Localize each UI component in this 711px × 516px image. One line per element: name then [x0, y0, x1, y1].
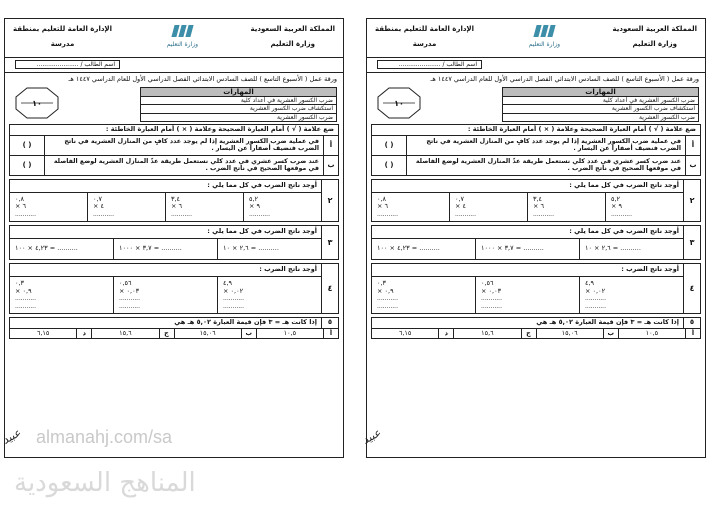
answer-line: ........... — [249, 211, 270, 219]
multiplier: × ٠,٠٣ — [481, 286, 502, 295]
q3-instruction: أوجد ناتج الضرب في كل مما يلي : — [10, 226, 321, 239]
question-5 — [371, 317, 701, 340]
q2-cell[interactable] — [10, 193, 87, 222]
operand: ٠,٣ — [15, 278, 25, 287]
operand: ٤,٩ — [585, 278, 595, 287]
answer-line: ........... — [455, 211, 476, 219]
worksheet-right — [366, 18, 706, 458]
q1-item — [372, 136, 700, 156]
option-key: ب — [603, 329, 618, 339]
answer-line: ........... — [481, 295, 502, 303]
q1-item-label: أ — [685, 136, 700, 155]
question-1 — [9, 124, 339, 176]
skills-area — [5, 87, 343, 121]
operand: ٠,٥٦ — [119, 278, 132, 287]
answer-line: ........... — [585, 295, 606, 303]
question-1 — [371, 124, 701, 176]
multiplier: × ٦ — [533, 202, 545, 211]
option-key: أ — [323, 329, 338, 339]
q2-number: ٢ — [321, 180, 338, 222]
directorate-label: الإدارة العامة للتعليم بمنطقة — [375, 25, 475, 33]
question-4 — [9, 263, 339, 314]
q4-cell[interactable] — [10, 277, 113, 313]
answer-line: ........... — [93, 211, 114, 219]
header-right — [613, 25, 697, 56]
answer-line: ........... — [377, 211, 398, 219]
school-label: مدرسة — [412, 40, 437, 49]
q2-cell[interactable] — [372, 193, 449, 222]
multiplier: × ٦ — [171, 202, 183, 211]
q4-cell[interactable] — [579, 277, 683, 313]
logo-icon — [169, 25, 195, 39]
q1-item-label: أ — [323, 136, 338, 155]
answer-line: ........... — [481, 302, 502, 310]
score-total: ١٠ — [32, 98, 42, 108]
q3-number: ٣ — [683, 226, 700, 259]
q3-instruction: أوجد ناتج الضرب في كل مما يلي : — [372, 226, 683, 239]
operand: ٥,٢ — [611, 194, 621, 203]
q3-cell[interactable]: ٢,٦ × ١٠ = .......... — [579, 239, 683, 259]
student-name-field[interactable]: اسم الطالب / ...................... — [15, 60, 120, 69]
multiplier: × ٠,٠٢ — [223, 286, 244, 295]
answer-line: ........... — [533, 211, 554, 219]
q1-item-label: ب — [685, 156, 700, 175]
answer-line: ........... — [119, 302, 140, 310]
answer-line: ........... — [585, 302, 606, 310]
option-value[interactable]: ٦,١٥ — [398, 328, 412, 337]
answer-parentheses[interactable]: ( ) — [372, 156, 407, 175]
option-value[interactable]: ١٠,٥ — [618, 329, 685, 339]
q1-item-text: في عملية ضرب الكسور العشرية إذا لم يوجد عدد كافٍ من المنازل العشرية في ناتج الضرب فنضيف أصفاراً عن اليسار . — [64, 137, 319, 153]
answer-line: ........... — [223, 302, 244, 310]
student-name-field[interactable]: اسم الطالب / ...................... — [377, 60, 482, 69]
multiplier: × ٠,٠٢ — [585, 286, 606, 295]
skill-item: استكشاف ضرب الكسور العشرية — [141, 105, 336, 113]
q3-cell[interactable]: ٤,٢٣ × ١٠٠ = .......... — [15, 244, 78, 253]
ministry-label: وزارة التعليم — [632, 40, 677, 49]
multiplier: × ٠,٩ — [15, 286, 32, 295]
watermark-url: almanahj.com/sa — [36, 427, 173, 447]
q4-number: ٤ — [321, 264, 338, 313]
header-left — [375, 25, 474, 56]
question-2 — [9, 179, 339, 223]
q3-cell[interactable]: ٢,٦ × ١٠ = .......... — [217, 239, 321, 259]
score-total: ١٠ — [394, 98, 404, 108]
watermark-arabic: المناهج السعودية — [14, 468, 196, 498]
logo-text: وزارة التعليم — [166, 41, 198, 48]
option-key: د — [76, 329, 91, 339]
answer-line: ........... — [15, 211, 36, 219]
name-row — [5, 58, 343, 73]
option-value[interactable]: ١٥,٦ — [91, 329, 158, 339]
q5-text: إذا كانت هـ = ٣ فإن قيمة العبارة ٥,٠٢ هـ هي — [174, 317, 317, 326]
q3-number: ٣ — [321, 226, 338, 259]
multiplier: × ٠,٩ — [377, 286, 394, 295]
answer-line: ........... — [377, 302, 398, 310]
q4-cell[interactable] — [475, 277, 579, 313]
q2-cell[interactable] — [243, 193, 321, 222]
operand: ٥,٢ — [249, 194, 259, 203]
header-right — [251, 25, 335, 56]
worksheet-title: ورقة عمل ( الأسبوع التاسع ) للصف السادس الابتدائي الفصل الدراسي الأول للعام الدراسي ١٤٤٧ هـ — [430, 75, 699, 83]
skills-title: المهارات — [503, 88, 698, 97]
header-left — [13, 25, 112, 56]
q2-instruction: أوجد ناتج الضرب في كل مما يلي : — [10, 180, 321, 193]
operand: ٤,٩ — [223, 278, 233, 287]
option-value[interactable]: ١٥,٠٦ — [174, 329, 241, 339]
answer-line: ........... — [119, 295, 140, 303]
q3-cell[interactable]: ٣,٧ × ١٠٠٠ = .......... — [475, 239, 579, 259]
kingdom-label: المملكة العربية السعودية — [250, 25, 335, 33]
q5-options — [372, 329, 700, 339]
skills-area — [367, 87, 705, 121]
q4-cell[interactable] — [113, 277, 217, 313]
q1-instruction: ضع علامة ( √ ) أمام العبارة الصحيحة وعلامة ( × ) أمام العبارة الخاطئة : — [372, 125, 700, 136]
name-row — [367, 58, 705, 73]
option-value[interactable]: ١٥,٦ — [453, 329, 520, 339]
q4-cell[interactable] — [372, 277, 475, 313]
question-5 — [9, 317, 339, 340]
q3-cell[interactable]: ٣,٧ × ١٠٠٠ = .......... — [113, 239, 217, 259]
school-label: مدرسة — [50, 40, 75, 49]
q1-item-text: في عملية ضرب الكسور العشرية إذا لم يوجد عدد كافٍ من المنازل العشرية في ناتج الضرب فنضيف أصفاراً عن اليسار . — [426, 137, 681, 153]
question-4 — [371, 263, 701, 314]
question-3 — [371, 225, 701, 260]
logo-icon — [531, 25, 557, 39]
multiplier: × ٦ — [15, 202, 27, 211]
answer-line: ........... — [223, 295, 244, 303]
q2-instruction: أوجد ناتج الضرب في كل مما يلي : — [372, 180, 683, 193]
directorate-label: الإدارة العامة للتعليم بمنطقة — [13, 25, 113, 33]
operand: ٠,٨ — [377, 194, 387, 203]
ministry-label: وزارة التعليم — [270, 40, 315, 49]
option-value[interactable]: ١٠,٥ — [256, 329, 323, 339]
answer-line: ........... — [377, 295, 398, 303]
multiplier: × ٤ — [93, 202, 105, 211]
q1-instruction: ضع علامة ( √ ) أمام العبارة الصحيحة وعلامة ( × ) أمام العبارة الخاطئة : — [10, 125, 338, 136]
operand: ٠,٧ — [455, 194, 465, 203]
answer-line: ........... — [15, 295, 36, 303]
q1-item-text: عند ضرب كسر عشري في عدد كلي نستعمل طريقة عدّ المنازل العشرية لوضع الفاصلة في موقعها الصحيح في ناتج الضرب . — [53, 157, 319, 173]
q1-item — [10, 156, 338, 175]
option-key: أ — [685, 329, 700, 339]
option-value[interactable]: ١٥,٠٦ — [536, 329, 603, 339]
q5-options — [10, 329, 338, 339]
ministry-logo — [529, 25, 560, 48]
q4-instruction: أوجد ناتج الضرب : — [372, 264, 683, 277]
signature-mark: عبيد — [0, 426, 23, 447]
q2-number: ٢ — [683, 180, 700, 222]
q1-item — [10, 136, 338, 156]
multiplier: × ٠,٠٣ — [119, 286, 140, 295]
multiplier: × ٩ — [249, 202, 261, 211]
skill-item: ضرب الكسور العشرية — [639, 113, 695, 121]
answer-parentheses[interactable]: ( ) — [10, 136, 45, 155]
multiplier: × ٤ — [455, 202, 467, 211]
operand: ٣,٤ — [533, 194, 543, 203]
answer-line: ........... — [171, 211, 192, 219]
q3-cell[interactable]: ٤,٢٣ × ١٠٠ = .......... — [377, 244, 440, 253]
answer-parentheses[interactable]: ( ) — [372, 136, 407, 155]
skills-table — [140, 87, 337, 122]
question-2 — [371, 179, 701, 223]
worksheet-title: ورقة عمل ( الأسبوع التاسع ) للصف السادس الابتدائي الفصل الدراسي الأول للعام الدراسي ١٤٤٧ هـ — [68, 75, 337, 83]
q2-cell[interactable] — [165, 193, 243, 222]
skill-item: ضرب الكسور العشرية في أعداد كلية — [141, 97, 336, 105]
question-3 — [9, 225, 339, 260]
worksheet-left — [4, 18, 344, 458]
option-key: ب — [241, 329, 256, 339]
score-octagon — [377, 87, 421, 119]
option-key: ج — [159, 329, 174, 339]
operand: ٠,٣ — [377, 278, 387, 287]
operand: ٠,٥٦ — [481, 278, 494, 287]
option-key: د — [438, 329, 453, 339]
q2-cell[interactable] — [449, 193, 527, 222]
skills-title: المهارات — [141, 88, 336, 97]
q2-cell[interactable] — [527, 193, 605, 222]
q2-cell[interactable] — [605, 193, 683, 222]
q1-item-text: عند ضرب كسر عشري في عدد كلي نستعمل طريقة عدّ المنازل العشرية لوضع الفاصلة في موقعها الصحيح في ناتج الضرب . — [415, 157, 681, 173]
skill-item: ضرب الكسور العشرية — [277, 113, 333, 121]
score-octagon — [15, 87, 59, 119]
option-value[interactable]: ٦,١٥ — [36, 328, 50, 337]
operand: ٠,٨ — [15, 194, 25, 203]
q4-instruction: أوجد ناتج الضرب : — [10, 264, 321, 277]
q5-number: ٥ — [321, 318, 338, 328]
ministry-logo — [167, 25, 198, 48]
operand: ٠,٧ — [93, 194, 103, 203]
multiplier: × ٩ — [611, 202, 623, 211]
skill-item: ضرب الكسور العشرية في أعداد كلية — [503, 97, 698, 105]
q5-number: ٥ — [683, 318, 700, 328]
q2-cell[interactable] — [87, 193, 165, 222]
q4-cell[interactable] — [217, 277, 321, 313]
skills-table — [502, 87, 699, 122]
option-key: ج — [521, 329, 536, 339]
q1-item — [372, 156, 700, 175]
kingdom-label: المملكة العربية السعودية — [612, 25, 697, 33]
multiplier: × ٦ — [377, 202, 389, 211]
logo-text: وزارة التعليم — [528, 41, 560, 48]
q1-item-label: ب — [323, 156, 338, 175]
q4-number: ٤ — [683, 264, 700, 313]
signature-mark: عبيد — [360, 426, 383, 447]
answer-parentheses[interactable]: ( ) — [10, 156, 45, 175]
q5-text: إذا كانت هـ = ٣ فإن قيمة العبارة ٥,٠٢ هـ هي — [536, 317, 679, 326]
sheet-header — [5, 19, 343, 58]
answer-line: ........... — [611, 211, 632, 219]
sheet-header — [367, 19, 705, 58]
skill-item: استكشاف ضرب الكسور العشرية — [503, 105, 698, 113]
operand: ٣,٤ — [171, 194, 181, 203]
answer-line: ........... — [15, 302, 36, 310]
